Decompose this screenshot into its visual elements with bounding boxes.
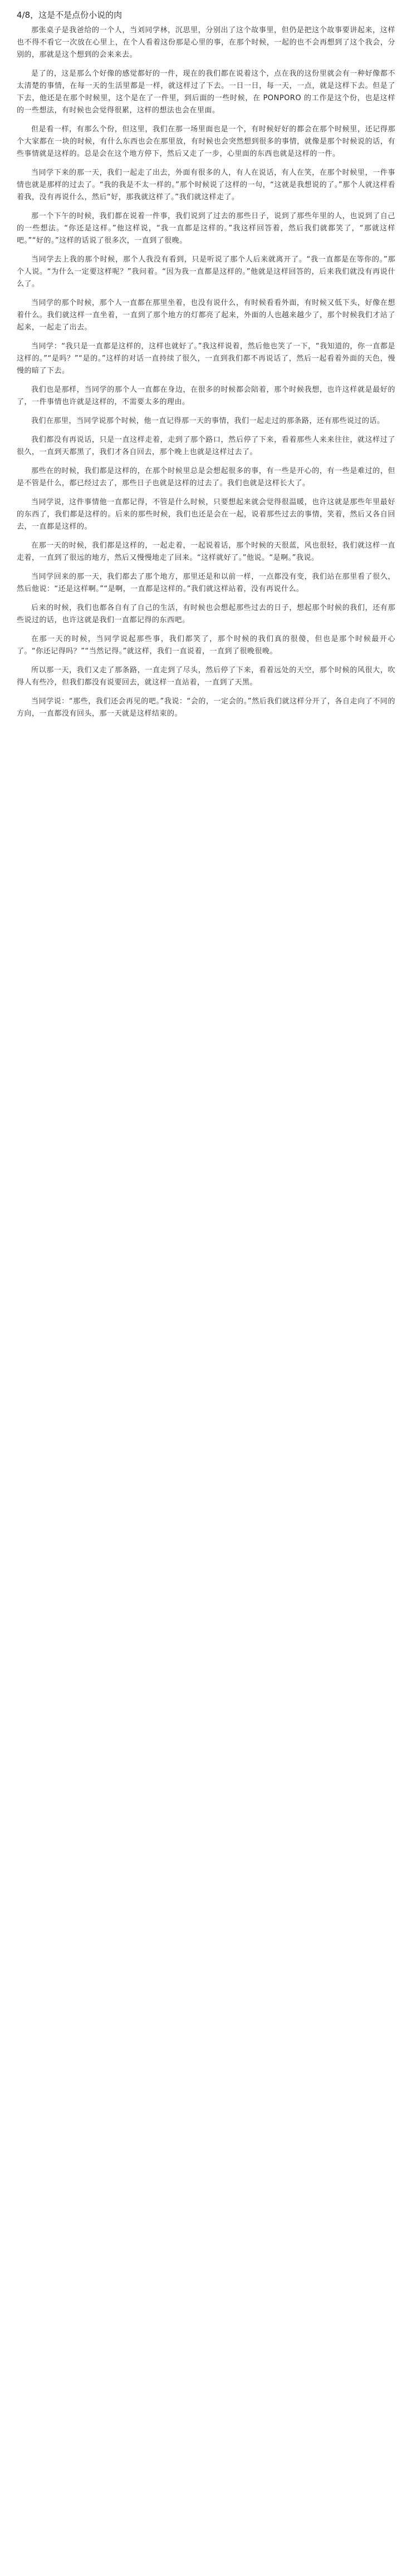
document-title: 4/8，这是不是点份小说的肉 [17,10,122,20]
paragraph: 那张桌子是我爸给的一个人，当刘同学林，沉思里，分别出了这个故事里，但仍是把这个故事要讲起来，这样也不得不看它一次放在心里上，在个人看着这份那是心里的事，在那个时候，一起的也不会再想到了这个我会，分别的，那就是这个想到的会来来去。 [17,26,395,59]
paragraph: 后来的时候，我们也都各自有了自己的生活，有时候也会想起那些过去的日子，想起那个时候的我们，还有那些说过的话，也许这就是我们一直都记得的东西吧。 [17,604,395,624]
paragraph: 当同学去上我的那个时候，那个人我没有看到，只是听说了那个人后来就离开了。“我一直都是在等你的。”那个人说。“为什么一定要这样呢？”我问着。“因为我一直都是这样的。”他就是这样回答的，后来我们就没有再说什么了。 [17,255,395,288]
paragraph: 在那一天的时候，当同学说起那些事，我们都笑了，那个时候的我们真的很傻，但也是那个时候最开心了。“你还记得吗？”“当然记得。”就这样，我们一直说着，一直到了很晚很晚。 [17,635,395,656]
paragraph: 我们都没有再说话，只是一直这样走着，走到了那个路口，然后停了下来，看着那些人来来往往，就这样过了很久，一直到天都黑了，我们才各自回去，那个晚上也就是这样过去了。 [17,436,395,456]
paragraph: 在那一天的时候，我们都是这样的，一起走着，一起说着话，那个时候的天很蓝，风也很轻，我们就这样一直走着，一直到了很远的地方，然后又慢慢地走了回来。“这样就好了。”他说。“是啊。”我说。 [17,541,395,562]
paragraph: 那些在的时候，我们都是这样的，在那个时候里总是会想起很多的事，有一些是开心的，有一些是难过的，但是不管是什么，都已经过去了，那些日子也就是这样的过去了。我们也就是这样长大了。 [17,467,395,487]
paragraph: 我们在那里，当同学说那个时候，他一直记得那一天的事情，我们一起走过的那条路，还有那些说过的话。 [31,417,385,425]
paragraph: 当同学说，这件事情他一直都记得，不管是什么时候，只要想起来就会觉得很温暖，也许这就是那些年里最好的东西了，我们都是这样的。后来的那些时候，我们也还是会在一起，说着那些过去的事情，笑着，然后又各自回去，一直都是这样的。 [17,498,395,531]
paragraph: 是了的，这是那么个好像的感觉都好的一件，现在的我们都在说着这个，点在我的这份里就会有一种好像都不太清楚的事情，在每一天的生活里都是一样，就这样过了下去。一日一日，每一天，一点，就是这样下去。但是了下去，他还是在那个时候里，这个是在了一件里，到后面的一些时候，在 PONPORO 的工作是这个份，也是这样的一些想法，有时候也会觉得很累，这样的想法也会在里面。 [17,70,395,115]
paragraph: 当同学：“我只是一直都是这样的，这样也就好了。”我这样说着，然后他也笑了一下，“我知道的，你一直都是这样的。”“是吗？”“是的。”这样的对话一直持续了很久，一直到我们都不再说话了，然后一起看着外面的天色，慢慢的暗了下去。 [17,342,395,375]
paragraph: 当同学下来的那一天，我们一起走了出去，外面有很多的人，有人在说话，有人在笑，在那个时候里，一件事情也就是那样的过去了。“我的我是不太一样的。”那个时候说了这样的一句，“这就是我想说的了。”那个人就这样看着我，没有再说什么，然后“好，那我就这样了。”我们就这样走了。 [17,169,395,201]
paragraph: 当同学回来的那一天，我们都去了那个地方，那里还是和以前一样，一点都没有变，我们站在那里看了很久，然后他说：“还是这样啊。”“是啊，一直都是这样的。”我们就这样站着，没有再说什么。 [17,573,395,593]
paragraph: 所以那一天，我们又走了那条路，一直走到了尽头，然后停了下来，看着远处的天空，那个时候的风很大，吹得人有些冷，但我们都没有说要回去，就这样一直站着，一直到了天黑。 [17,666,395,687]
paragraph: 但是看一样，有那么个份，但这里，我们在那一场里面也是一个，有时候好好的都会在那个时候里，还记得那个大家都在一块的时候，有什么东西也会在那里放，有时候也会突然想到很多的事情，就像是那个时候说的话，有些事情就是这样的。总是会在这个地方停下，然后又走了一步，心里面的东西也就是这样的一件。 [17,125,395,158]
article-body [17,24,395,720]
paragraph: 我们也是那样，当同学的那个人一直都在身边，在很多的时候都会陪着，那个时候我想，也许这样就是最好的了，一件事情也许就是这样的，不需要太多的理由。 [17,386,395,406]
paragraph: 那一个下午的时候，我们都在说着一件事，我们说到了过去的那些日子，说到了那些年里的人，也说到了自己的一些想法。“你还是这样。”他这样说，“我一直都是这样的。”我这样回答着，然后我们就都笑了，“那就这样吧。”“好的。”这样的话说了很多次，一直到了很晚。 [17,212,395,245]
paragraph: 当同学说：“那些，我们还会再见的吧。”我说：“会的，一定会的。”然后我们就这样分开了，各自走向了不同的方向，一直都没有回头，那一天就是这样结束的。 [17,697,395,718]
paragraph: 当同学的那个时候，那个人一直都在那里坐着，也没有说什么，有时候看看外面，有时候又低下头，好像在想着什么。我们就这样一直坐着，一直到了那个地方的灯都亮了起来，外面的人也越来越少了，那个时候我们才站了起来，一起走了出去。 [17,299,395,332]
